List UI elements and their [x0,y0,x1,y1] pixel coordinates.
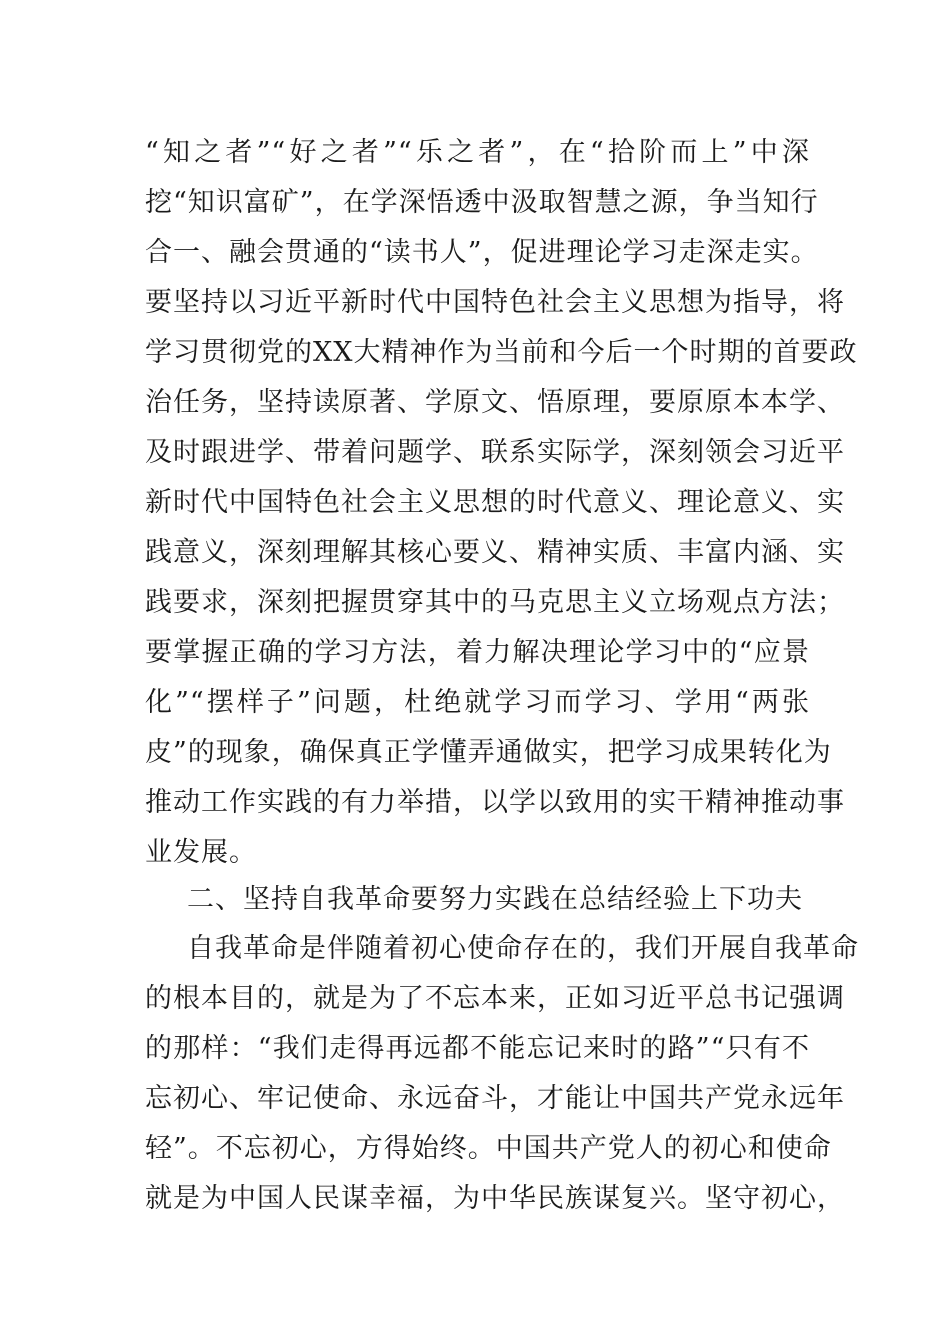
paragraph-line: 的那样：“我们走得再远都不能忘记来时的路”“只有不 [145,1033,810,1064]
paragraph-line: “知之者”“好之者”“乐之者”，在“拾阶而上”中深 [145,137,810,168]
paragraph-line: 践要求，深刻把握贯穿其中的马克思主义立场观点方法； [145,587,845,618]
paragraph-line: 的根本目的，就是为了不忘本来，正如习近平总书记强调 [145,983,845,1014]
paragraph-line: 学习贯彻党的XX大精神作为当前和今后一个时期的首要政 [145,337,858,368]
paragraph-line: 践意义，深刻理解其核心要义、精神实质、丰富内涵、实 [145,537,845,568]
paragraph-line: 忘初心、牢记使命、永远奋斗，才能让中国共产党永远年 [145,1083,845,1114]
paragraph-line: 业发展。 [145,837,257,868]
paragraph-line: 挖“知识富矿”，在学深悟透中汲取智慧之源，争当知行 [145,187,819,218]
paragraph-line: 要坚持以习近平新时代中国特色社会主义思想为指导，将 [145,287,845,318]
paragraph-line: 轻”。不忘初心，方得始终。中国共产党人的初心和使命 [145,1133,832,1164]
paragraph-line: 要掌握正确的学习方法，着力解决理论学习中的“应景 [145,637,810,668]
paragraph-line: 合一、融会贯通的“读书人”，促进理论学习走深走实。 [145,237,819,268]
paragraph-line: 皮”的现象，确保真正学懂弄通做实，把学习成果转化为 [145,737,832,768]
section-heading: 二、坚持自我革命要努力实践在总结经验上下功夫 [187,884,803,915]
paragraph-line: 推动工作实践的有力举措，以学以致用的实干精神推动事 [145,787,845,818]
paragraph-line: 化”“摆样子”问题，杜绝就学习而学习、学用“两张 [145,687,810,718]
paragraph-line: 就是为中国人民谋幸福，为中华民族谋复兴。坚守初心， [145,1183,845,1214]
paragraph-line: 治任务，坚持读原著、学原文、悟原理，要原原本本学、 [145,387,845,418]
paragraph-line: 及时跟进学、带着问题学、联系实际学，深刻领会习近平 [145,437,845,468]
paragraph-line: 自我革命是伴随着初心使命存在的，我们开展自我革命 [187,933,859,964]
paragraph-line: 新时代中国特色社会主义思想的时代意义、理论意义、实 [145,487,845,518]
